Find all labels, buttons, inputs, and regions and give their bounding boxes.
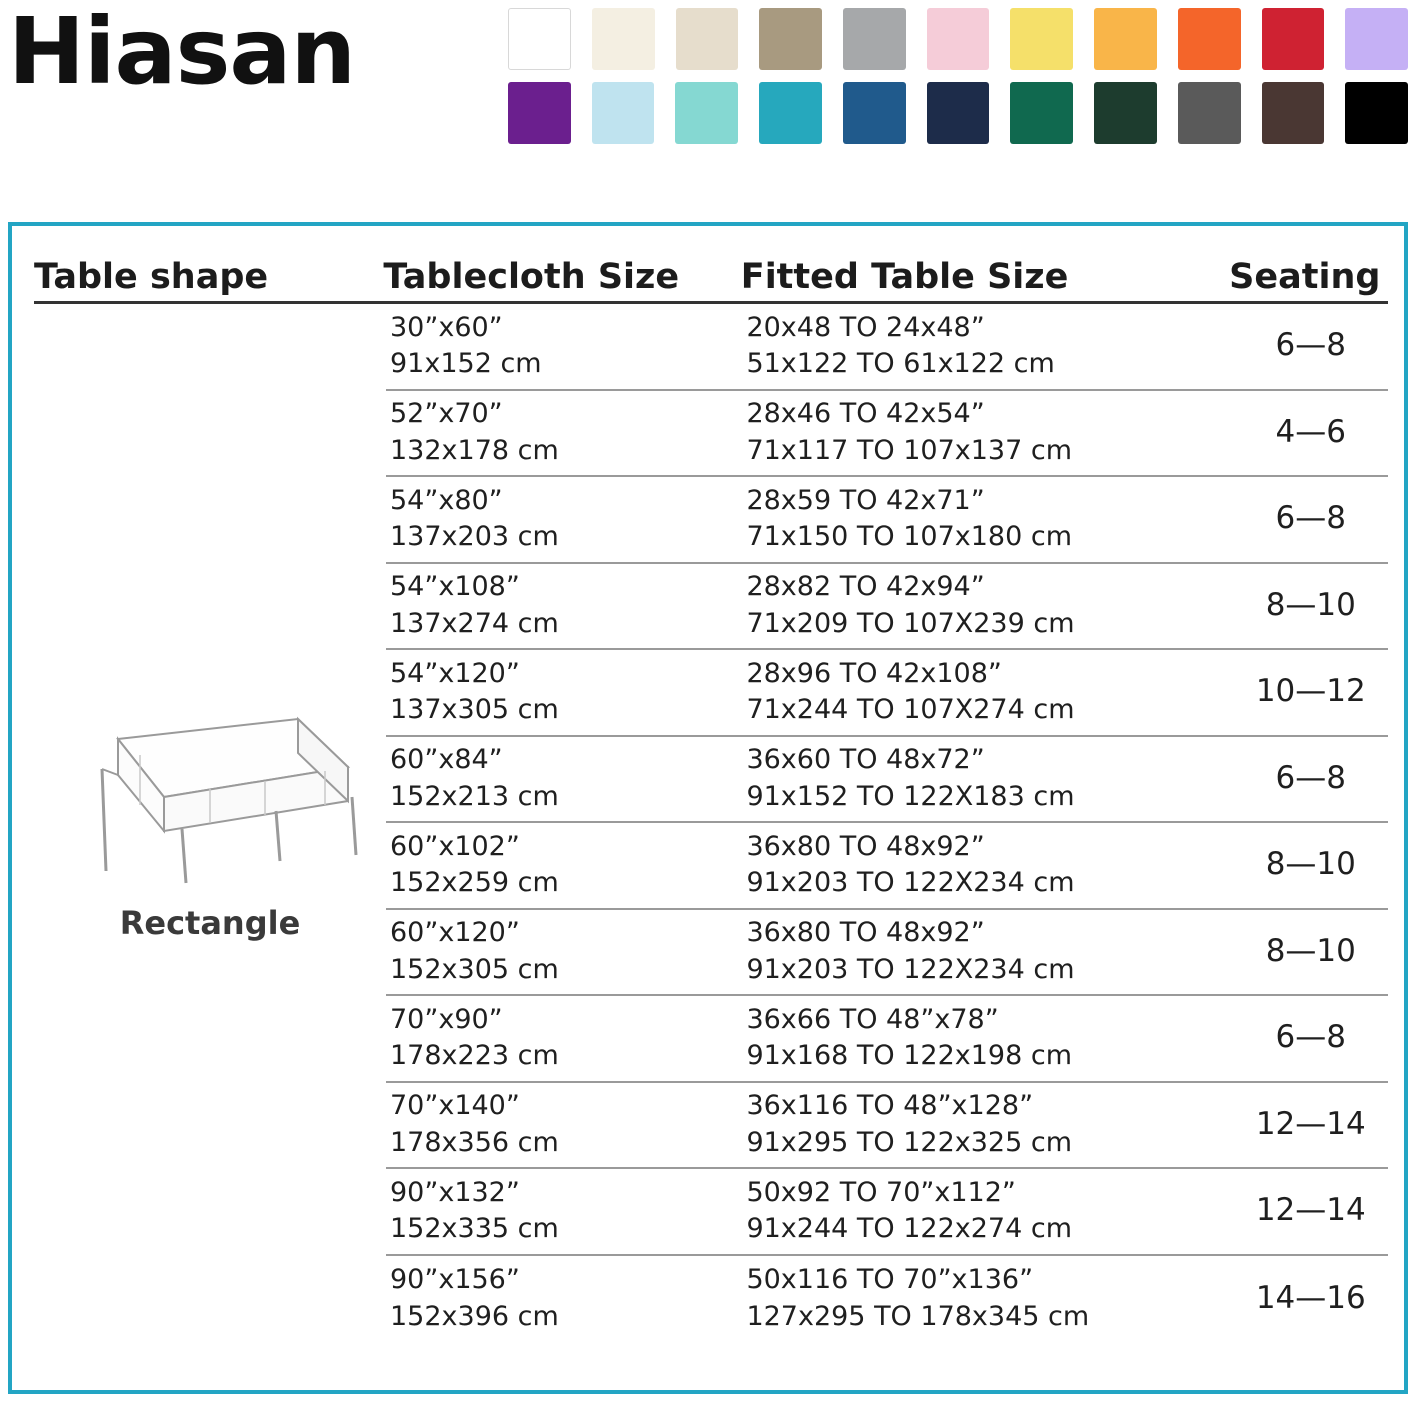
tablecloth-size-inches: 70”x140” (390, 1090, 520, 1122)
color-swatch-light-pink[interactable] (927, 8, 990, 70)
tablecloth-size-inches: 60”x102” (390, 830, 520, 862)
table-row (386, 1169, 1388, 1256)
fitted-size-inches: 36x116 TO 48”x128” (746, 1090, 1034, 1122)
fitted-size-inches: 28x46 TO 42x54” (746, 398, 985, 430)
cell-seating (1230, 650, 1388, 735)
cell-fitted-table-size (742, 650, 1229, 735)
fitted-size-inches: 28x82 TO 42x94” (746, 571, 985, 603)
cell-seating (1230, 910, 1388, 995)
seating-count: 14—16 (1255, 1279, 1366, 1316)
fitted-size-inches: 20x48 TO 24x48” (746, 311, 985, 343)
tablecloth-size-inches: 52”x70” (390, 398, 503, 430)
color-swatch-beige[interactable] (676, 8, 739, 70)
tablecloth-size-inches: 60”x84” (390, 744, 503, 776)
color-swatch-lavender[interactable] (1345, 8, 1408, 70)
seating-count: 12—14 (1255, 1192, 1366, 1229)
cell-fitted-table-size (742, 996, 1229, 1081)
fitted-size-cm: 71x244 TO 107X274 cm (746, 694, 1075, 726)
cell-seating (1230, 564, 1388, 649)
cell-seating (1230, 996, 1388, 1081)
color-swatch-yellow[interactable] (1010, 8, 1073, 70)
fitted-size-cm: 71x209 TO 107X239 cm (746, 607, 1075, 639)
cell-fitted-table-size (742, 391, 1229, 476)
table-row (386, 996, 1388, 1083)
tablecloth-size-cm: 152x259 cm (390, 867, 559, 899)
seating-count: 6—8 (1275, 1019, 1346, 1056)
color-swatch-emerald[interactable] (1010, 82, 1073, 144)
swatch-row-1 (508, 8, 1408, 70)
fitted-size-cm: 91x168 TO 122x198 cm (746, 1040, 1072, 1072)
cell-fitted-table-size (742, 304, 1229, 389)
fitted-size-cm: 91x244 TO 122x274 cm (746, 1213, 1072, 1245)
tablecloth-size-cm: 132x178 cm (390, 434, 559, 466)
color-swatch-dark-green[interactable] (1094, 82, 1157, 144)
tablecloth-size-inches: 30”x60” (390, 311, 503, 343)
color-swatch-aqua[interactable] (675, 82, 738, 144)
table-row (386, 1083, 1388, 1170)
cell-seating (1230, 1169, 1388, 1254)
table-header-row (34, 242, 1388, 304)
tablecloth-size-cm: 137x203 cm (390, 521, 559, 553)
fitted-size-cm: 127x295 TO 178x345 cm (746, 1300, 1090, 1332)
table-row (386, 910, 1388, 997)
table-row (386, 823, 1388, 910)
seating-count: 8—10 (1265, 586, 1356, 623)
fitted-size-inches: 28x59 TO 42x71” (746, 484, 985, 516)
seating-count: 12—14 (1255, 1105, 1366, 1142)
fitted-size-cm: 91x295 TO 122x325 cm (746, 1126, 1072, 1158)
tablecloth-size-cm: 137x274 cm (390, 607, 559, 639)
color-swatch-navy[interactable] (927, 82, 990, 144)
tablecloth-size-cm: 137x305 cm (390, 694, 559, 726)
table-row (386, 564, 1388, 651)
cell-fitted-table-size (742, 1083, 1229, 1168)
cell-tablecloth-size (386, 477, 742, 562)
cell-tablecloth-size (386, 1256, 742, 1343)
cell-seating (1230, 1256, 1388, 1343)
cell-seating (1230, 477, 1388, 562)
color-swatch-gold[interactable] (1094, 8, 1157, 70)
color-swatch-teal[interactable] (759, 82, 822, 144)
fitted-size-inches: 50x116 TO 70”x136” (746, 1264, 1034, 1296)
seating-count: 8—10 (1265, 846, 1356, 883)
fitted-size-cm: 71x117 TO 107x137 cm (746, 434, 1072, 466)
color-swatch-taupe[interactable] (759, 8, 822, 70)
tablecloth-size-inches: 54”x120” (390, 657, 520, 689)
table-row (386, 391, 1388, 478)
cell-fitted-table-size (742, 477, 1229, 562)
column-header-table-shape: Table shape (34, 257, 269, 297)
fitted-size-cm: 91x152 TO 122X183 cm (746, 780, 1075, 812)
cell-tablecloth-size (386, 823, 742, 908)
color-swatch-purple[interactable] (508, 82, 571, 144)
fitted-size-cm: 91x203 TO 122X234 cm (746, 867, 1075, 899)
size-chart-card (8, 222, 1408, 1394)
fitted-size-inches: 36x60 TO 48x72” (746, 744, 985, 776)
cell-fitted-table-size (742, 564, 1229, 649)
cell-seating (1230, 823, 1388, 908)
tablecloth-size-inches: 90”x156” (390, 1264, 520, 1296)
color-swatch-grid (508, 8, 1408, 156)
seating-count: 6—8 (1275, 327, 1346, 364)
rectangle-table-icon (60, 705, 360, 890)
seating-count: 6—8 (1275, 759, 1346, 796)
tablecloth-size-cm: 152x396 cm (390, 1300, 559, 1332)
color-swatch-denim-blue[interactable] (843, 82, 906, 144)
table-row (386, 477, 1388, 564)
tablecloth-size-inches: 60”x120” (390, 917, 520, 949)
column-header-fitted-table-size: Fitted Table Size (740, 257, 1069, 297)
tablecloth-size-inches: 90”x132” (390, 1176, 520, 1208)
fitted-size-cm: 71x150 TO 107x180 cm (746, 521, 1072, 553)
cell-tablecloth-size (386, 304, 742, 389)
color-swatch-orange[interactable] (1178, 8, 1241, 70)
color-swatch-white[interactable] (508, 8, 571, 70)
cell-tablecloth-size (386, 996, 742, 1081)
table-row (386, 650, 1388, 737)
cell-fitted-table-size (742, 1169, 1229, 1254)
color-swatch-ivory[interactable] (592, 8, 655, 70)
color-swatch-charcoal[interactable] (1178, 82, 1241, 144)
tablecloth-size-inches: 70”x90” (390, 1003, 503, 1035)
color-swatch-black[interactable] (1345, 82, 1408, 144)
color-swatch-dark-brown[interactable] (1262, 82, 1325, 144)
cell-fitted-table-size (742, 823, 1229, 908)
tablecloth-size-cm: 91x152 cm (390, 348, 542, 380)
cell-tablecloth-size (386, 910, 742, 995)
cell-tablecloth-size (386, 1169, 742, 1254)
table-rows (386, 304, 1388, 1342)
seating-count: 6—8 (1275, 500, 1346, 537)
color-swatch-red[interactable] (1262, 8, 1325, 70)
cell-tablecloth-size (386, 564, 742, 649)
table-shape-label: Rectangle (119, 903, 301, 942)
tablecloth-size-inches: 54”x108” (390, 571, 520, 603)
fitted-size-inches: 36x80 TO 48x92” (746, 917, 985, 949)
cell-fitted-table-size (742, 1256, 1229, 1343)
cell-tablecloth-size (386, 650, 742, 735)
cell-tablecloth-size (386, 391, 742, 476)
color-swatch-gray[interactable] (843, 8, 906, 70)
column-header-tablecloth-size: Tablecloth Size (383, 257, 680, 297)
tablecloth-size-cm: 152x213 cm (390, 780, 559, 812)
fitted-size-inches: 50x92 TO 70”x112” (746, 1176, 1016, 1208)
table-body (34, 304, 1388, 1342)
fitted-size-inches: 36x80 TO 48x92” (746, 830, 985, 862)
tablecloth-size-inches: 54”x80” (390, 484, 503, 516)
table-row (386, 304, 1388, 391)
table-row (386, 737, 1388, 824)
cell-fitted-table-size (742, 737, 1229, 822)
cell-seating (1230, 391, 1388, 476)
fitted-size-inches: 36x66 TO 48”x78” (746, 1003, 999, 1035)
cell-tablecloth-size (386, 737, 742, 822)
fitted-size-cm: 51x122 TO 61x122 cm (746, 348, 1055, 380)
cell-seating (1230, 304, 1388, 389)
color-swatch-baby-blue[interactable] (592, 82, 655, 144)
header (0, 0, 1417, 178)
fitted-size-cm: 91x203 TO 122X234 cm (746, 953, 1075, 985)
tablecloth-size-cm: 152x335 cm (390, 1213, 559, 1245)
seating-count: 8—10 (1265, 932, 1356, 969)
swatch-row-2 (508, 82, 1408, 144)
cell-seating (1230, 1083, 1388, 1168)
tablecloth-size-cm: 178x356 cm (390, 1126, 559, 1158)
tablecloth-size-cm: 178x223 cm (390, 1040, 559, 1072)
table-row (386, 1256, 1388, 1343)
seating-count: 10—12 (1255, 673, 1366, 710)
seating-count: 4—6 (1275, 413, 1346, 450)
cell-seating (1230, 737, 1388, 822)
table-shape-cell (34, 304, 386, 1342)
brand-logo: Hiasan (8, 0, 355, 105)
column-header-seating: Seating (1229, 257, 1381, 297)
size-chart-table (34, 242, 1388, 1382)
cell-fitted-table-size (742, 910, 1229, 995)
cell-tablecloth-size (386, 1083, 742, 1168)
tablecloth-size-cm: 152x305 cm (390, 953, 559, 985)
fitted-size-inches: 28x96 TO 42x108” (746, 657, 1002, 689)
